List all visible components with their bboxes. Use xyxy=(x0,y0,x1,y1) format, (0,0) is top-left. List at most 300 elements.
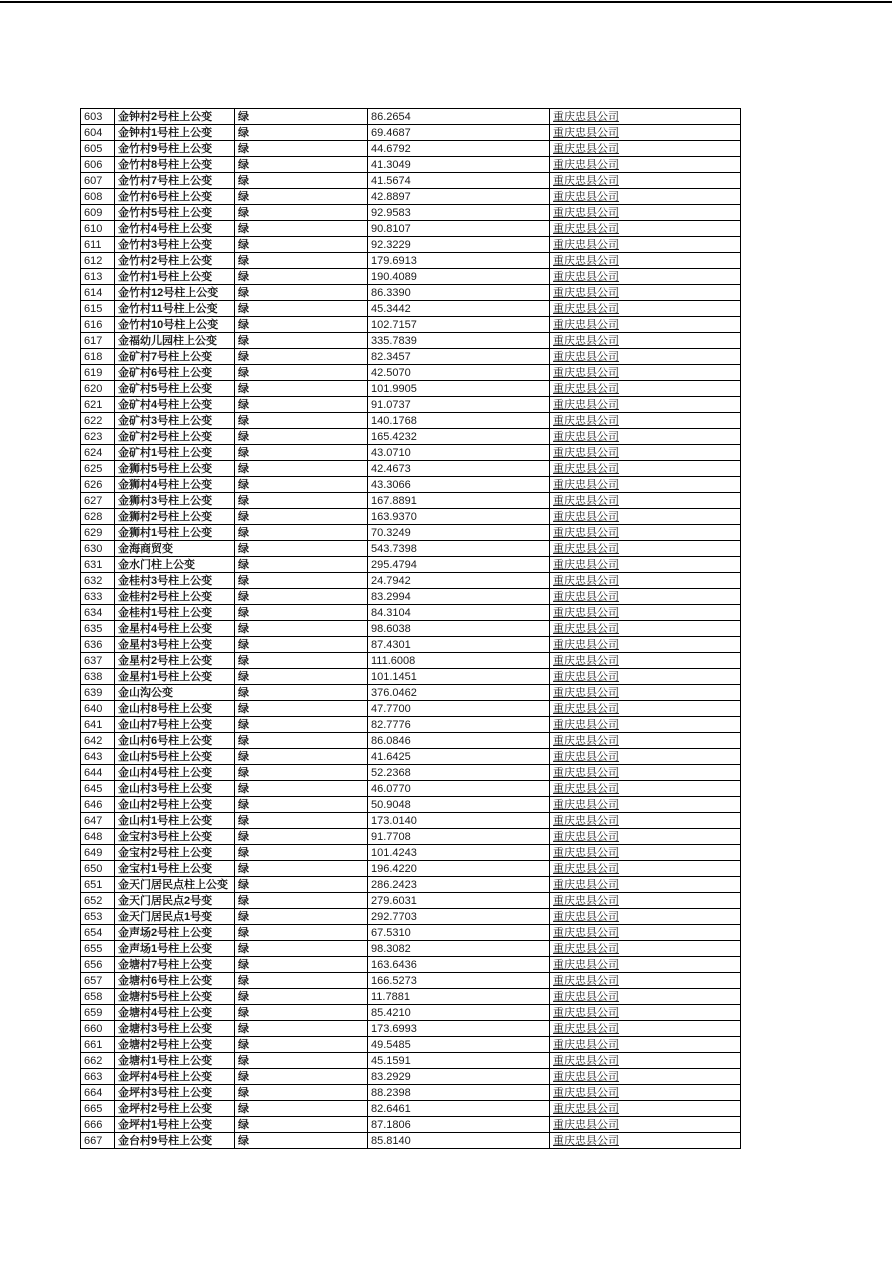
table-row xyxy=(81,1053,741,1069)
company-link[interactable]: 重庆忠县公司 xyxy=(553,942,619,955)
value-cell: 101.1451 xyxy=(368,669,550,685)
value-cell: 41.6425 xyxy=(368,749,550,765)
substation-name-cell: 金坪村1号柱上公变 xyxy=(115,1117,235,1133)
value-cell: 196.4220 xyxy=(368,861,550,877)
company-cell xyxy=(550,1133,741,1149)
company-cell xyxy=(550,941,741,957)
table-row xyxy=(81,941,741,957)
company-link[interactable]: 重庆忠县公司 xyxy=(553,718,619,731)
substation-name-cell: 金竹村10号柱上公变 xyxy=(115,317,235,333)
company-link[interactable]: 重庆忠县公司 xyxy=(553,590,619,603)
company-link[interactable]: 重庆忠县公司 xyxy=(553,270,619,283)
substation-name-cell: 金山村5号柱上公变 xyxy=(115,749,235,765)
company-link[interactable]: 重庆忠县公司 xyxy=(553,206,619,219)
substation-name-cell: 金竹村6号柱上公变 xyxy=(115,189,235,205)
company-link[interactable]: 重庆忠县公司 xyxy=(553,638,619,651)
status-cell: 绿 xyxy=(235,973,368,989)
company-link[interactable]: 重庆忠县公司 xyxy=(553,510,619,523)
table-row xyxy=(81,1101,741,1117)
row-number-cell: 666 xyxy=(81,1117,115,1133)
company-link[interactable]: 重庆忠县公司 xyxy=(553,574,619,587)
substation-name-cell: 金山村3号柱上公变 xyxy=(115,781,235,797)
company-cell xyxy=(550,109,741,125)
status-cell: 绿 xyxy=(235,253,368,269)
table-row xyxy=(81,701,741,717)
company-link[interactable]: 重庆忠县公司 xyxy=(553,542,619,555)
company-link[interactable]: 重庆忠县公司 xyxy=(553,990,619,1003)
row-number-cell: 629 xyxy=(81,525,115,541)
substation-name-cell: 金山村6号柱上公变 xyxy=(115,733,235,749)
status-cell: 绿 xyxy=(235,957,368,973)
company-link[interactable]: 重庆忠县公司 xyxy=(553,430,619,443)
row-number-cell: 657 xyxy=(81,973,115,989)
value-cell: 67.5310 xyxy=(368,925,550,941)
value-cell: 70.3249 xyxy=(368,525,550,541)
table-row xyxy=(81,589,741,605)
company-link[interactable]: 重庆忠县公司 xyxy=(553,846,619,859)
company-cell xyxy=(550,797,741,813)
substation-name-cell: 金矿村6号柱上公变 xyxy=(115,365,235,381)
status-cell: 绿 xyxy=(235,1053,368,1069)
table-row xyxy=(81,733,741,749)
company-link[interactable]: 重庆忠县公司 xyxy=(553,366,619,379)
value-cell: 87.1806 xyxy=(368,1117,550,1133)
value-cell: 102.7157 xyxy=(368,317,550,333)
status-cell: 绿 xyxy=(235,269,368,285)
status-cell: 绿 xyxy=(235,637,368,653)
company-link[interactable]: 重庆忠县公司 xyxy=(553,1022,619,1035)
company-link[interactable]: 重庆忠县公司 xyxy=(553,254,619,267)
row-number-cell: 651 xyxy=(81,877,115,893)
row-number-cell: 662 xyxy=(81,1053,115,1069)
row-number-cell: 614 xyxy=(81,285,115,301)
table-row xyxy=(81,269,741,285)
substation-name-cell: 金星村1号柱上公变 xyxy=(115,669,235,685)
company-link[interactable]: 重庆忠县公司 xyxy=(553,894,619,907)
status-cell: 绿 xyxy=(235,589,368,605)
company-link[interactable]: 重庆忠县公司 xyxy=(553,1070,619,1083)
value-cell: 42.8897 xyxy=(368,189,550,205)
status-cell: 绿 xyxy=(235,1021,368,1037)
table-row xyxy=(81,317,741,333)
status-cell: 绿 xyxy=(235,1133,368,1149)
substation-name-cell: 金海商贸变 xyxy=(115,541,235,557)
company-link[interactable]: 重庆忠县公司 xyxy=(553,494,619,507)
status-cell: 绿 xyxy=(235,1085,368,1101)
company-cell xyxy=(550,509,741,525)
status-cell: 绿 xyxy=(235,157,368,173)
status-cell: 绿 xyxy=(235,541,368,557)
value-cell: 167.8891 xyxy=(368,493,550,509)
row-number-cell: 665 xyxy=(81,1101,115,1117)
substation-name-cell: 金竹村12号柱上公变 xyxy=(115,285,235,301)
company-cell xyxy=(550,669,741,685)
table-row xyxy=(81,685,741,701)
row-number-cell: 624 xyxy=(81,445,115,461)
company-link[interactable]: 重庆忠县公司 xyxy=(553,238,619,251)
row-number-cell: 656 xyxy=(81,957,115,973)
company-link[interactable]: 重庆忠县公司 xyxy=(553,446,619,459)
value-cell: 42.5070 xyxy=(368,365,550,381)
value-cell: 86.0846 xyxy=(368,733,550,749)
substation-name-cell: 金竹村5号柱上公变 xyxy=(115,205,235,221)
company-cell xyxy=(550,221,741,237)
value-cell: 45.3442 xyxy=(368,301,550,317)
row-number-cell: 607 xyxy=(81,173,115,189)
company-link[interactable]: 重庆忠县公司 xyxy=(553,622,619,635)
table-row xyxy=(81,477,741,493)
substation-name-cell: 金狮村2号柱上公变 xyxy=(115,509,235,525)
value-cell: 92.9583 xyxy=(368,205,550,221)
table-row xyxy=(81,1133,741,1149)
company-link[interactable]: 重庆忠县公司 xyxy=(553,222,619,235)
status-cell: 绿 xyxy=(235,189,368,205)
substation-name-cell: 金钟村1号柱上公变 xyxy=(115,125,235,141)
company-link[interactable]: 重庆忠县公司 xyxy=(553,142,619,155)
value-cell: 295.4794 xyxy=(368,557,550,573)
status-cell: 绿 xyxy=(235,557,368,573)
status-cell: 绿 xyxy=(235,845,368,861)
status-cell: 绿 xyxy=(235,733,368,749)
status-cell: 绿 xyxy=(235,525,368,541)
company-link[interactable]: 重庆忠县公司 xyxy=(553,382,619,395)
value-cell: 82.3457 xyxy=(368,349,550,365)
company-link[interactable]: 重庆忠县公司 xyxy=(553,958,619,971)
value-cell: 69.4687 xyxy=(368,125,550,141)
table-row xyxy=(81,429,741,445)
table-row xyxy=(81,653,741,669)
company-cell xyxy=(550,957,741,973)
substation-name-cell: 金塘村3号柱上公变 xyxy=(115,1021,235,1037)
value-cell: 91.7708 xyxy=(368,829,550,845)
row-number-cell: 630 xyxy=(81,541,115,557)
substation-name-cell: 金矿村3号柱上公变 xyxy=(115,413,235,429)
status-cell: 绿 xyxy=(235,125,368,141)
company-link[interactable]: 重庆忠县公司 xyxy=(553,174,619,187)
company-cell xyxy=(550,157,741,173)
company-link[interactable]: 重庆忠县公司 xyxy=(553,286,619,299)
value-cell: 101.9905 xyxy=(368,381,550,397)
company-cell xyxy=(550,685,741,701)
company-cell xyxy=(550,1021,741,1037)
row-number-cell: 616 xyxy=(81,317,115,333)
company-link[interactable]: 重庆忠县公司 xyxy=(553,526,619,539)
row-number-cell: 639 xyxy=(81,685,115,701)
substation-name-cell: 金竹村11号柱上公变 xyxy=(115,301,235,317)
row-number-cell: 623 xyxy=(81,429,115,445)
company-link[interactable]: 重庆忠县公司 xyxy=(553,302,619,315)
company-cell xyxy=(550,301,741,317)
table-row xyxy=(81,141,741,157)
company-link[interactable]: 重庆忠县公司 xyxy=(553,878,619,891)
table-row xyxy=(81,973,741,989)
value-cell: 43.0710 xyxy=(368,445,550,461)
row-number-cell: 608 xyxy=(81,189,115,205)
substation-name-cell: 金宝村3号柱上公变 xyxy=(115,829,235,845)
table-row xyxy=(81,749,741,765)
row-number-cell: 634 xyxy=(81,605,115,621)
company-link[interactable]: 重庆忠县公司 xyxy=(553,334,619,347)
company-cell xyxy=(550,893,741,909)
status-cell: 绿 xyxy=(235,717,368,733)
value-cell: 101.4243 xyxy=(368,845,550,861)
value-cell: 91.0737 xyxy=(368,397,550,413)
status-cell: 绿 xyxy=(235,109,368,125)
status-cell: 绿 xyxy=(235,477,368,493)
status-cell: 绿 xyxy=(235,413,368,429)
row-number-cell: 613 xyxy=(81,269,115,285)
substation-name-cell: 金山村4号柱上公变 xyxy=(115,765,235,781)
company-cell xyxy=(550,525,741,541)
table-row xyxy=(81,381,741,397)
status-cell: 绿 xyxy=(235,1117,368,1133)
status-cell: 绿 xyxy=(235,237,368,253)
company-cell xyxy=(550,413,741,429)
substation-name-cell: 金矿村5号柱上公变 xyxy=(115,381,235,397)
status-cell: 绿 xyxy=(235,749,368,765)
company-cell xyxy=(550,189,741,205)
company-link[interactable]: 重庆忠县公司 xyxy=(553,670,619,683)
company-cell xyxy=(550,557,741,573)
company-link[interactable]: 重庆忠县公司 xyxy=(553,814,619,827)
substation-name-cell: 金塘村5号柱上公变 xyxy=(115,989,235,1005)
status-cell: 绿 xyxy=(235,285,368,301)
table-row xyxy=(81,605,741,621)
company-link[interactable]: 重庆忠县公司 xyxy=(553,1118,619,1131)
status-cell: 绿 xyxy=(235,605,368,621)
row-number-cell: 626 xyxy=(81,477,115,493)
company-link[interactable]: 重庆忠县公司 xyxy=(553,1134,619,1147)
substation-name-cell: 金山村8号柱上公变 xyxy=(115,701,235,717)
table-row xyxy=(81,349,741,365)
status-cell: 绿 xyxy=(235,205,368,221)
table-row xyxy=(81,333,741,349)
company-link[interactable]: 重庆忠县公司 xyxy=(553,478,619,491)
table-row xyxy=(81,797,741,813)
status-cell: 绿 xyxy=(235,813,368,829)
status-cell: 绿 xyxy=(235,445,368,461)
company-cell xyxy=(550,1053,741,1069)
company-cell xyxy=(550,1117,741,1133)
row-number-cell: 637 xyxy=(81,653,115,669)
table-row xyxy=(81,1021,741,1037)
value-cell: 41.5674 xyxy=(368,173,550,189)
company-link[interactable]: 重庆忠县公司 xyxy=(553,750,619,763)
substation-table xyxy=(80,108,741,1149)
table-row xyxy=(81,877,741,893)
company-cell xyxy=(550,781,741,797)
company-link[interactable]: 重庆忠县公司 xyxy=(553,798,619,811)
company-link[interactable]: 重庆忠县公司 xyxy=(553,974,619,987)
substation-name-cell: 金天门居民点2号变 xyxy=(115,893,235,909)
company-cell xyxy=(550,461,741,477)
table-row xyxy=(81,669,741,685)
company-cell xyxy=(550,1069,741,1085)
substation-name-cell: 金水门柱上公变 xyxy=(115,557,235,573)
status-cell: 绿 xyxy=(235,797,368,813)
status-cell: 绿 xyxy=(235,381,368,397)
value-cell: 85.4210 xyxy=(368,1005,550,1021)
company-link[interactable]: 重庆忠县公司 xyxy=(553,110,619,123)
company-link[interactable]: 重庆忠县公司 xyxy=(553,462,619,475)
status-cell: 绿 xyxy=(235,461,368,477)
row-number-cell: 618 xyxy=(81,349,115,365)
row-number-cell: 633 xyxy=(81,589,115,605)
row-number-cell: 649 xyxy=(81,845,115,861)
table-row xyxy=(81,717,741,733)
company-link[interactable]: 重庆忠县公司 xyxy=(553,830,619,843)
company-link[interactable]: 重庆忠县公司 xyxy=(553,766,619,779)
company-link[interactable]: 重庆忠县公司 xyxy=(553,558,619,571)
status-cell: 绿 xyxy=(235,1037,368,1053)
company-cell xyxy=(550,877,741,893)
company-link[interactable]: 重庆忠县公司 xyxy=(553,350,619,363)
substation-name-cell: 金狮村4号柱上公变 xyxy=(115,477,235,493)
substation-name-cell: 金声场1号柱上公变 xyxy=(115,941,235,957)
substation-name-cell: 金福幼儿园柱上公变 xyxy=(115,333,235,349)
row-number-cell: 643 xyxy=(81,749,115,765)
company-link[interactable]: 重庆忠县公司 xyxy=(553,1038,619,1051)
value-cell: 47.7700 xyxy=(368,701,550,717)
value-cell: 83.2994 xyxy=(368,589,550,605)
company-link[interactable]: 重庆忠县公司 xyxy=(553,782,619,795)
status-cell: 绿 xyxy=(235,1005,368,1021)
status-cell: 绿 xyxy=(235,621,368,637)
company-link[interactable]: 重庆忠县公司 xyxy=(553,606,619,619)
table-row xyxy=(81,781,741,797)
company-cell xyxy=(550,1037,741,1053)
substation-name-cell: 金宝村1号柱上公变 xyxy=(115,861,235,877)
row-number-cell: 658 xyxy=(81,989,115,1005)
company-link[interactable]: 重庆忠县公司 xyxy=(553,398,619,411)
company-cell xyxy=(550,253,741,269)
company-cell xyxy=(550,861,741,877)
value-cell: 286.2423 xyxy=(368,877,550,893)
company-link[interactable]: 重庆忠县公司 xyxy=(553,1102,619,1115)
row-number-cell: 655 xyxy=(81,941,115,957)
table-row xyxy=(81,365,741,381)
row-number-cell: 631 xyxy=(81,557,115,573)
company-link[interactable]: 重庆忠县公司 xyxy=(553,126,619,139)
value-cell: 49.5485 xyxy=(368,1037,550,1053)
value-cell: 87.4301 xyxy=(368,637,550,653)
table-row xyxy=(81,989,741,1005)
status-cell: 绿 xyxy=(235,909,368,925)
value-cell: 543.7398 xyxy=(368,541,550,557)
company-cell xyxy=(550,493,741,509)
company-link[interactable]: 重庆忠县公司 xyxy=(553,862,619,875)
company-cell xyxy=(550,429,741,445)
row-number-cell: 652 xyxy=(81,893,115,909)
company-cell xyxy=(550,717,741,733)
company-link[interactable]: 重庆忠县公司 xyxy=(553,1006,619,1019)
company-link[interactable]: 重庆忠县公司 xyxy=(553,910,619,923)
row-number-cell: 646 xyxy=(81,797,115,813)
company-link[interactable]: 重庆忠县公司 xyxy=(553,1054,619,1067)
company-cell xyxy=(550,1085,741,1101)
status-cell: 绿 xyxy=(235,877,368,893)
table-row xyxy=(81,157,741,173)
row-number-cell: 604 xyxy=(81,125,115,141)
row-number-cell: 661 xyxy=(81,1037,115,1053)
substation-name-cell: 金宝村2号柱上公变 xyxy=(115,845,235,861)
value-cell: 86.2654 xyxy=(368,109,550,125)
value-cell: 111.6008 xyxy=(368,653,550,669)
row-number-cell: 621 xyxy=(81,397,115,413)
row-number-cell: 640 xyxy=(81,701,115,717)
table-row xyxy=(81,221,741,237)
company-link[interactable]: 重庆忠县公司 xyxy=(553,654,619,667)
value-cell: 82.6461 xyxy=(368,1101,550,1117)
company-link[interactable]: 重庆忠县公司 xyxy=(553,414,619,427)
table-row xyxy=(81,1005,741,1021)
status-cell: 绿 xyxy=(235,397,368,413)
row-number-cell: 622 xyxy=(81,413,115,429)
company-cell xyxy=(550,701,741,717)
company-link[interactable]: 重庆忠县公司 xyxy=(553,926,619,939)
row-number-cell: 647 xyxy=(81,813,115,829)
company-link[interactable]: 重庆忠县公司 xyxy=(553,190,619,203)
substation-name-cell: 金矿村4号柱上公变 xyxy=(115,397,235,413)
row-number-cell: 603 xyxy=(81,109,115,125)
status-cell: 绿 xyxy=(235,669,368,685)
table-row xyxy=(81,1117,741,1133)
value-cell: 92.3229 xyxy=(368,237,550,253)
value-cell: 335.7839 xyxy=(368,333,550,349)
substation-name-cell: 金坪村4号柱上公变 xyxy=(115,1069,235,1085)
value-cell: 88.2398 xyxy=(368,1085,550,1101)
status-cell: 绿 xyxy=(235,301,368,317)
row-number-cell: 660 xyxy=(81,1021,115,1037)
status-cell: 绿 xyxy=(235,429,368,445)
row-number-cell: 632 xyxy=(81,573,115,589)
status-cell: 绿 xyxy=(235,573,368,589)
table-row xyxy=(81,829,741,845)
table-row xyxy=(81,765,741,781)
company-cell xyxy=(550,173,741,189)
row-number-cell: 635 xyxy=(81,621,115,637)
company-cell xyxy=(550,1101,741,1117)
table-row xyxy=(81,173,741,189)
row-number-cell: 605 xyxy=(81,141,115,157)
table-row xyxy=(81,1037,741,1053)
company-link[interactable]: 重庆忠县公司 xyxy=(553,702,619,715)
table-row xyxy=(81,397,741,413)
row-number-cell: 638 xyxy=(81,669,115,685)
company-link[interactable]: 重庆忠县公司 xyxy=(553,686,619,699)
value-cell: 165.4232 xyxy=(368,429,550,445)
substation-name-cell: 金塘村4号柱上公变 xyxy=(115,1005,235,1021)
company-link[interactable]: 重庆忠县公司 xyxy=(553,1086,619,1099)
status-cell: 绿 xyxy=(235,333,368,349)
company-cell xyxy=(550,1005,741,1021)
company-cell xyxy=(550,573,741,589)
status-cell: 绿 xyxy=(235,221,368,237)
substation-name-cell: 金台村9号柱上公变 xyxy=(115,1133,235,1149)
company-cell xyxy=(550,381,741,397)
value-cell: 279.6031 xyxy=(368,893,550,909)
substation-name-cell: 金矿村7号柱上公变 xyxy=(115,349,235,365)
value-cell: 45.1591 xyxy=(368,1053,550,1069)
table-row xyxy=(81,925,741,941)
company-link[interactable]: 重庆忠县公司 xyxy=(553,734,619,747)
company-link[interactable]: 重庆忠县公司 xyxy=(553,158,619,171)
substation-name-cell: 金竹村1号柱上公变 xyxy=(115,269,235,285)
company-link[interactable]: 重庆忠县公司 xyxy=(553,318,619,331)
value-cell: 85.8140 xyxy=(368,1133,550,1149)
status-cell: 绿 xyxy=(235,493,368,509)
substation-name-cell: 金塘村1号柱上公变 xyxy=(115,1053,235,1069)
